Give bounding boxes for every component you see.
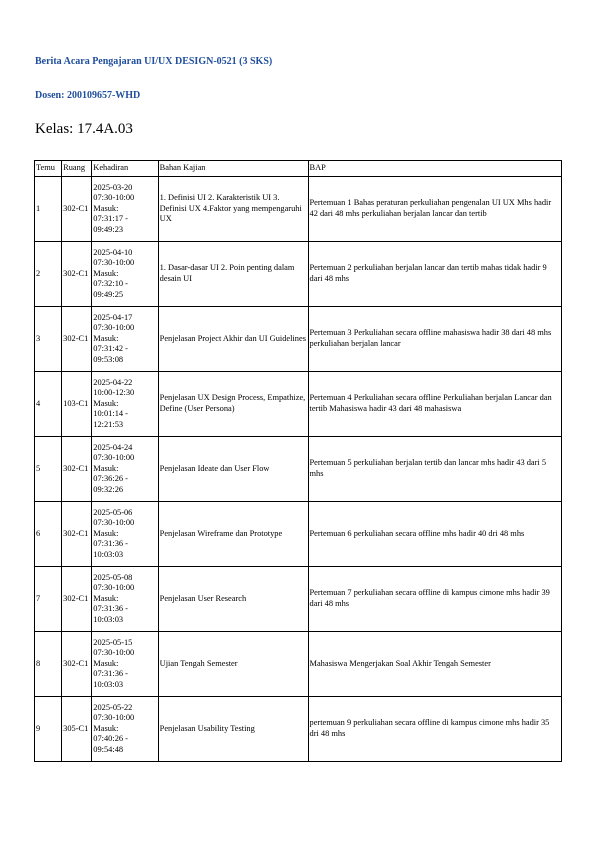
header-week: Temu xyxy=(35,161,62,177)
cell-room: 103-C1 xyxy=(62,372,92,437)
attendance-line: 09:49:25 xyxy=(93,289,124,299)
table-row xyxy=(35,567,562,632)
header-room: Ruang xyxy=(62,161,92,177)
cell-bap: Pertemuan 3 Perkuliahan secara offline mahasiswa hadir 38 dari 48 mhs perkuliahan berjalan lancar xyxy=(308,307,561,372)
class-title: Kelas: 17.4A.03 xyxy=(35,121,133,137)
cell-room: 302-C1 xyxy=(62,632,92,697)
cell-bap: Pertemuan 6 perkuliahan secara offline mhs hadir 40 dri 48 mhs xyxy=(308,502,561,567)
cell-attendance xyxy=(92,697,158,762)
cell-bap: Pertemuan 4 Perkuliahan secara offline Perkuliahan berjalan Lancar dan tertib Mahasiswa hadir 43 dari 48 mahasiswa xyxy=(308,372,561,437)
attendance-line: 07:30-10:00 xyxy=(93,518,135,528)
header-bap: BAP xyxy=(308,161,561,177)
attendance-line: 07:31:42 - xyxy=(93,344,128,354)
cell-week: 9 xyxy=(35,697,62,762)
cell-material: Penjelasan Ideate dan User Flow xyxy=(158,437,308,502)
attendance-line: Masuk: xyxy=(93,398,119,408)
cell-room: 305-C1 xyxy=(62,697,92,762)
attendance-line: Masuk: xyxy=(93,528,119,538)
attendance-line: Masuk: xyxy=(93,268,119,278)
attendance-line: 07:31:36 - xyxy=(93,539,128,549)
attendance-line: 07:32:10 - xyxy=(93,279,128,289)
attendance-line: 2025-04-22 xyxy=(93,377,133,387)
attendance-line: 07:30-10:00 xyxy=(93,258,135,268)
table-row xyxy=(35,632,562,697)
cell-material: Ujian Tengah Semester xyxy=(158,632,308,697)
table-row xyxy=(35,307,562,372)
attendance-line: 07:30-10:00 xyxy=(93,583,135,593)
cell-room: 302-C1 xyxy=(62,567,92,632)
attendance-line: 07:30-10:00 xyxy=(93,323,135,333)
attendance-line: 09:54:48 xyxy=(93,744,124,754)
cell-week: 6 xyxy=(35,502,62,567)
cell-attendance xyxy=(92,632,158,697)
attendance-line: Masuk: xyxy=(93,203,119,213)
attendance-line: 07:31:17 - xyxy=(93,214,128,224)
header-material: Bahan Kajian xyxy=(158,161,308,177)
attendance-line: Masuk: xyxy=(93,593,119,603)
cell-material: Penjelasan Wireframe dan Prototype xyxy=(158,502,308,567)
cell-room: 302-C1 xyxy=(62,177,92,242)
table-body xyxy=(35,177,562,762)
attendance-line: 12:21:53 xyxy=(93,419,124,429)
table-row xyxy=(35,697,562,762)
table-header xyxy=(35,161,562,177)
cell-bap: Pertemuan 1 Bahas peraturan perkuliahan pengenalan UI UX Mhs hadir 42 dari 48 mhs perkuliahan berjalan lancar dan tertib xyxy=(308,177,561,242)
cell-material: 1. Dasar-dasar UI 2. Poin penting dalam desain UI xyxy=(158,242,308,307)
cell-attendance xyxy=(92,372,158,437)
attendance-line: 09:53:08 xyxy=(93,354,124,364)
attendance-line: Masuk: xyxy=(93,723,119,733)
cell-bap: pertemuan 9 perkuliahan secara offline di kampus cimone mhs hadir 35 dri 48 mhs xyxy=(308,697,561,762)
cell-room: 302-C1 xyxy=(62,307,92,372)
attendance-line: 10:01:14 - xyxy=(93,409,128,419)
cell-room: 302-C1 xyxy=(62,437,92,502)
attendance-line: 10:03:03 xyxy=(93,679,124,689)
table-row xyxy=(35,242,562,307)
cell-material: Penjelasan User Research xyxy=(158,567,308,632)
attendance-line: 10:03:03 xyxy=(93,549,124,559)
cell-attendance xyxy=(92,567,158,632)
cell-material: Penjelasan Project Akhir dan UI Guidelines xyxy=(158,307,308,372)
cell-bap: Mahasiswa Mengerjakan Soal Akhir Tengah Semester xyxy=(308,632,561,697)
cell-week: 5 xyxy=(35,437,62,502)
attendance-line: 2025-05-22 xyxy=(93,702,133,712)
cell-material: 1. Definisi UI 2. Karakteristik UI 3. Definisi UX 4.Faktor yang mempengaruhi UX xyxy=(158,177,308,242)
attendance-line: 07:31:36 - xyxy=(93,669,128,679)
cell-week: 3 xyxy=(35,307,62,372)
cell-bap: Pertemuan 7 perkuliahan secara offline di kampus cimone mhs hadir 39 dari 48 mhs xyxy=(308,567,561,632)
attendance-line: 07:30-10:00 xyxy=(93,193,135,203)
cell-room: 302-C1 xyxy=(62,242,92,307)
attendance-line: Masuk: xyxy=(93,463,119,473)
table-header-row xyxy=(35,161,562,177)
attendance-line: 10:03:03 xyxy=(93,614,124,624)
cell-week: 7 xyxy=(35,567,62,632)
cell-week: 1 xyxy=(35,177,62,242)
attendance-line: 07:30-10:00 xyxy=(93,713,135,723)
attendance-line: 07:36:26 - xyxy=(93,474,128,484)
attendance-line: 2025-05-15 xyxy=(93,637,133,647)
attendance-line: 2025-05-06 xyxy=(93,507,133,517)
cell-week: 4 xyxy=(35,372,62,437)
table-row xyxy=(35,502,562,567)
table-row xyxy=(35,177,562,242)
cell-material: Penjelasan UX Design Process, Empathize, Define (User Persona) xyxy=(158,372,308,437)
cell-attendance xyxy=(92,437,158,502)
cell-bap: Pertemuan 5 perkuliahan berjalan tertib dan lancar mhs hadir 43 dari 5 mhs xyxy=(308,437,561,502)
lecturer-line: Dosen: 200109657-WHD xyxy=(35,90,141,101)
cell-room: 302-C1 xyxy=(62,502,92,567)
attendance-line: 09:49:23 xyxy=(93,224,124,234)
cell-bap: Pertemuan 2 perkuliahan berjalan lancar dan tertib mahas tidak hadir 9 dari 48 mhs xyxy=(308,242,561,307)
attendance-line: 07:30-10:00 xyxy=(93,453,135,463)
cell-attendance xyxy=(92,307,158,372)
attendance-line: 10:00-12:30 xyxy=(93,388,135,398)
teaching-report-table xyxy=(34,160,562,762)
attendance-line: Masuk: xyxy=(93,658,119,668)
attendance-line: 07:30-10:00 xyxy=(93,648,135,658)
cell-material: Penjelasan Usability Testing xyxy=(158,697,308,762)
attendance-line: 2025-05-08 xyxy=(93,572,133,582)
cell-week: 2 xyxy=(35,242,62,307)
attendance-line: 2025-04-10 xyxy=(93,247,133,257)
course-title: Berita Acara Pengajaran UI/UX DESIGN-0521 (3 SKS) xyxy=(35,56,273,67)
table-row xyxy=(35,437,562,502)
cell-attendance xyxy=(92,242,158,307)
attendance-line: 2025-04-24 xyxy=(93,442,133,452)
cell-attendance xyxy=(92,177,158,242)
cell-week: 8 xyxy=(35,632,62,697)
attendance-line: 2025-03-20 xyxy=(93,182,133,192)
attendance-line: 09:32:26 xyxy=(93,484,124,494)
attendance-line: 2025-04-17 xyxy=(93,312,133,322)
attendance-line: Masuk: xyxy=(93,333,119,343)
table-row xyxy=(35,372,562,437)
cell-attendance xyxy=(92,502,158,567)
header-attendance: Kehadiran xyxy=(92,161,158,177)
attendance-line: 07:40:26 - xyxy=(93,734,128,744)
attendance-line: 07:31:36 - xyxy=(93,604,128,614)
